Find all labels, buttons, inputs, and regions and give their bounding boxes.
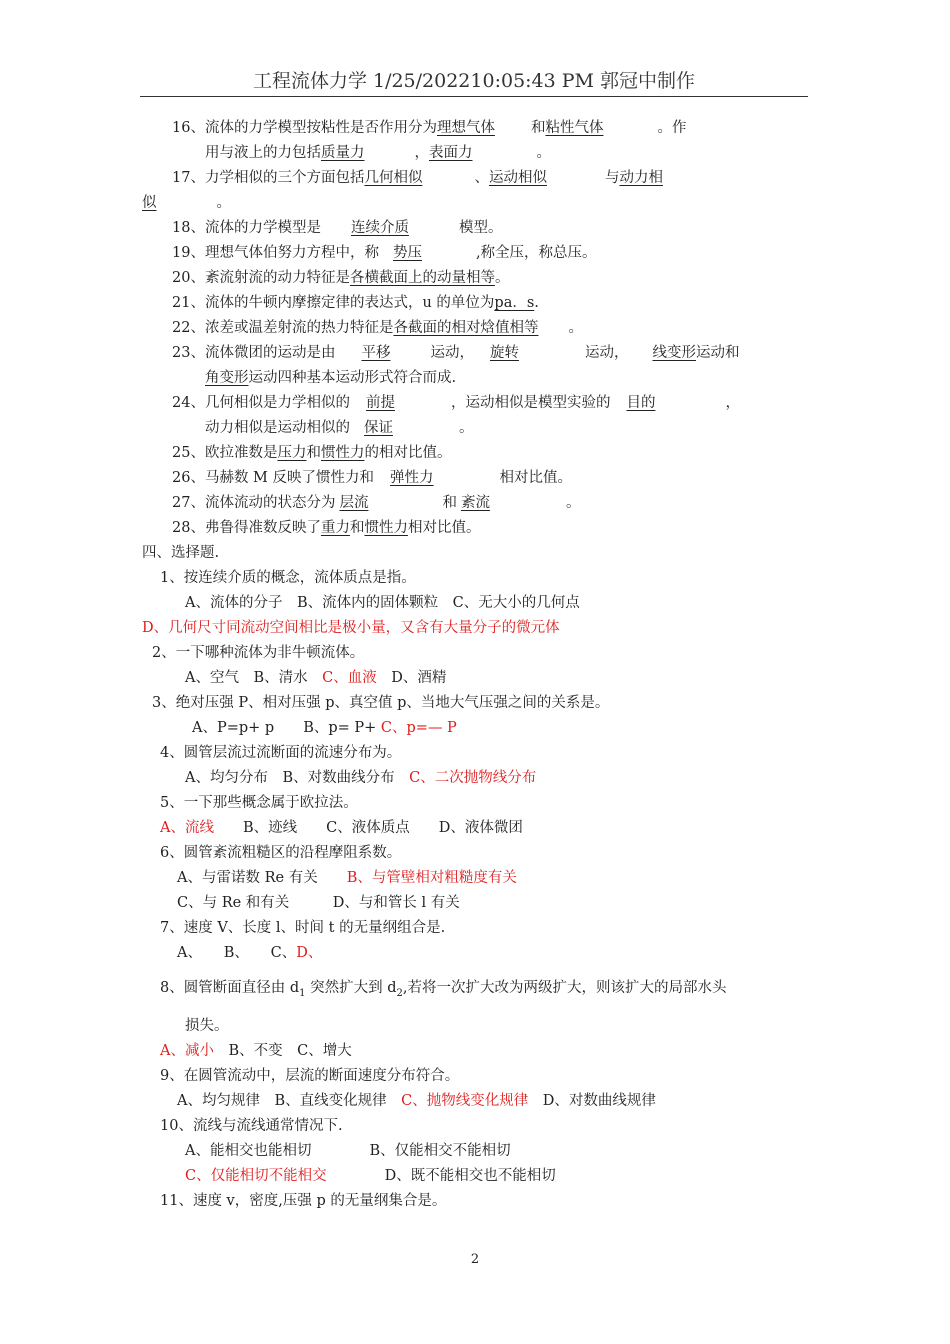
fill-blank-item: [172, 493, 580, 513]
fill-blank-item: [172, 518, 480, 538]
answer: 保证: [364, 420, 393, 436]
question-options: C、与 Re 和有关 D、与和管长 l 有关: [177, 895, 460, 911]
option: A、与雷诺数 Re 有关: [177, 870, 347, 886]
answer: 惯性力: [364, 520, 408, 536]
answer: 各横截面上的动量相等: [349, 270, 495, 286]
question-options: [192, 718, 457, 738]
option: A、均匀规律 B、直线变化规律: [177, 1093, 402, 1109]
answer: 弹性力: [390, 470, 434, 486]
answer: 惯性力: [320, 445, 365, 461]
text: 。: [568, 320, 583, 336]
answer: 重力: [320, 520, 350, 536]
answer: 旋转: [489, 345, 519, 361]
subscript: 1: [299, 987, 306, 999]
question-stem: 6、圆管紊流粗糙区的沿程摩阻系数。: [160, 845, 402, 861]
option: A、空气 B、清水: [185, 670, 323, 686]
text: 。作: [657, 120, 687, 136]
fill-blank-item: [172, 443, 451, 463]
text: 和: [530, 120, 546, 136]
answer: 紊流: [460, 495, 490, 511]
question-options: [160, 1041, 352, 1061]
text: 22、浓差或温差射流的热力特征是: [172, 320, 394, 336]
text: 相对比值。: [407, 520, 481, 536]
page-header-title: 工程流体力学 1/25/202210:05:43 PM 郭冠中制作: [252, 70, 696, 92]
text: 运动，: [584, 345, 629, 361]
question-stem: 9、在圆管流动中，层流的断面速度分布符合。: [160, 1068, 460, 1084]
question-stem: 10、流线与流线通常情况下.: [160, 1118, 343, 1134]
question-stem: 1、按连续介质的概念，流体质点是指。: [160, 570, 416, 586]
text: 。: [459, 420, 474, 436]
correct-answer: C、二次抛物线分布: [409, 770, 537, 786]
correct-answer: D、几何尺寸同流动空间相比是极小量，又含有大量分子的微元体: [142, 620, 560, 636]
fill-blank-item: [142, 193, 231, 213]
option: B、不变 C、增大: [213, 1043, 352, 1059]
question-options: [185, 1166, 556, 1186]
text: 16、流体的力学模型按粘性是否作用分为: [172, 120, 437, 136]
text: 8、圆管断面直径由 d: [160, 980, 300, 996]
question-options: [177, 868, 517, 888]
text: 和: [306, 445, 321, 461]
question-stem: 损失。: [185, 1018, 229, 1034]
text: ，: [725, 395, 740, 411]
text: 23、流体微团的运动是由: [172, 345, 336, 361]
question-options: [177, 943, 322, 963]
text: ，运动相似是模型实验的: [450, 395, 611, 411]
text: ,称全压，称总压。: [475, 245, 597, 261]
text: 17、力学相似的三个方面包括: [172, 170, 365, 186]
text: ,若将一次扩大改为两级扩大，则该扩大的局部水头: [402, 980, 727, 996]
answer: 各截面的相对焓值相等: [393, 320, 539, 336]
fill-blank-item: [172, 168, 663, 188]
text: 和: [349, 520, 365, 536]
text: 相对比值。: [499, 470, 573, 486]
text: 突然扩大到 d: [305, 980, 397, 996]
question-options: A、能相交也能相切 B、仅能相交不能相切: [185, 1143, 511, 1159]
question-stem: 4、圆管层流过流断面的流速分布为。: [160, 745, 402, 761]
fill-blank-item: [205, 143, 551, 163]
text: 运动和: [695, 345, 740, 361]
text: 。: [216, 195, 231, 211]
text: 。: [494, 270, 510, 286]
fill-blank-item: [205, 368, 456, 388]
fill-blank-item: [172, 268, 509, 288]
correct-answer: A、减小: [160, 1043, 214, 1059]
question-options: [185, 668, 446, 688]
answer: 表面力: [429, 145, 473, 161]
text: 25、欧拉准数是: [172, 445, 278, 461]
subscript: 2: [396, 987, 403, 999]
text: 18、流体的力学模型是: [172, 220, 321, 236]
answer: 势压: [392, 245, 422, 261]
text: 用与液上的力包括: [205, 145, 321, 161]
correct-answer: D、: [296, 945, 323, 961]
fill-blank-item: [172, 293, 539, 313]
answer: 前提: [365, 395, 395, 411]
answer: pa．s: [494, 295, 535, 311]
question-stem: 7、速度 V、长度 l、时间 t 的无量纲组合是.: [160, 920, 446, 936]
question-stem: [160, 978, 726, 1004]
text: 动力相似是运动相似的: [205, 420, 350, 436]
text: 和: [442, 495, 457, 511]
text: 27、流体流动的状态分为: [172, 495, 336, 511]
correct-answer: C、仅能相切不能相交: [185, 1168, 327, 1184]
answer: 动力相: [619, 170, 663, 186]
fill-blank-item: [172, 118, 686, 138]
answer: 粘性气体: [545, 120, 604, 136]
fill-blank-item: [172, 393, 740, 413]
answer: 平移: [361, 345, 391, 361]
text: ，: [414, 145, 429, 161]
answer: 连续介质: [350, 220, 409, 236]
fill-blank-item: [172, 318, 583, 338]
fill-blank-item: [172, 343, 739, 363]
option: D、对数曲线规律: [528, 1093, 656, 1109]
answer: 角变形: [205, 370, 249, 386]
text: 。: [565, 495, 581, 511]
option: A、 B、 C、: [177, 945, 297, 961]
question-stem: 2、一下哪种流体为非牛顿流体。: [152, 645, 365, 661]
question-stem: 11、速度 v，密度,压强 p 的无量纲集合是。: [160, 1193, 447, 1209]
option: D、酒精: [376, 670, 447, 686]
option: D、既不能相交也不能相切: [326, 1168, 556, 1184]
correct-answer: A、流线: [160, 820, 214, 836]
answer: 目的: [626, 395, 656, 411]
question-options: [160, 818, 523, 838]
text: 。: [536, 145, 551, 161]
text: 20、紊流射流的动力特征是: [172, 270, 350, 286]
answer: 线变形: [652, 345, 696, 361]
fill-blank-item: [172, 243, 597, 263]
text: 26、马赫数 M 反映了惯性力和: [172, 470, 375, 486]
question-stem: 5、一下那些概念属于欧拉法。: [160, 795, 358, 811]
question-options: [185, 768, 536, 788]
question-options: A、流体的分子 B、流体内的固体颗粒 C、无大小的几何点: [185, 595, 580, 611]
text: 19、理想气体伯努力方程中，称: [172, 245, 379, 261]
option: A、P=p+ p B、p= P+: [192, 720, 381, 736]
question-options: [177, 1091, 656, 1111]
fill-blank-item: [172, 218, 502, 238]
text: 模型。: [458, 220, 503, 236]
option: A、均匀分布 B、对数曲线分布: [185, 770, 410, 786]
answer: 几何相似: [364, 170, 423, 186]
text: .: [534, 295, 539, 311]
answer: 运动相似: [488, 170, 547, 186]
header-rule: [140, 96, 808, 97]
fill-blank-item: [205, 418, 474, 438]
answer: 质量力: [321, 145, 365, 161]
section-heading: 四、选择题.: [142, 545, 220, 561]
text: 24、几何相似是力学相似的: [172, 395, 350, 411]
text: 、: [474, 170, 489, 186]
text: 运动，: [430, 345, 474, 361]
correct-answer: C、p=— P: [380, 720, 457, 736]
correct-answer: B、与管壁相对粗糙度有关: [346, 870, 517, 886]
text: 运动四种基本运动形式符合而成.: [248, 370, 457, 386]
text: 与: [604, 170, 620, 186]
answer: 理想气体: [436, 120, 495, 136]
option: B、迹线 C、液体质点 D、液体微团: [213, 820, 523, 836]
fill-blank-item: [172, 468, 572, 488]
text: 28、弗鲁得准数反映了: [172, 520, 321, 536]
answer: 层流: [339, 495, 369, 511]
answer: 似: [142, 195, 157, 211]
text: 的相对比值。: [364, 445, 452, 461]
question-stem: 3、绝对压强 P、相对压强 p、真空值 p、当地大气压强之间的关系是。: [152, 695, 610, 711]
text: 21、流体的牛顿内摩擦定律的表达式，u 的单位为: [172, 295, 495, 311]
correct-answer: C、抛物线变化规律: [401, 1093, 529, 1109]
page-number: 2: [470, 1252, 480, 1267]
correct-answer: C、血液: [322, 670, 377, 686]
answer: 压力: [277, 445, 307, 461]
